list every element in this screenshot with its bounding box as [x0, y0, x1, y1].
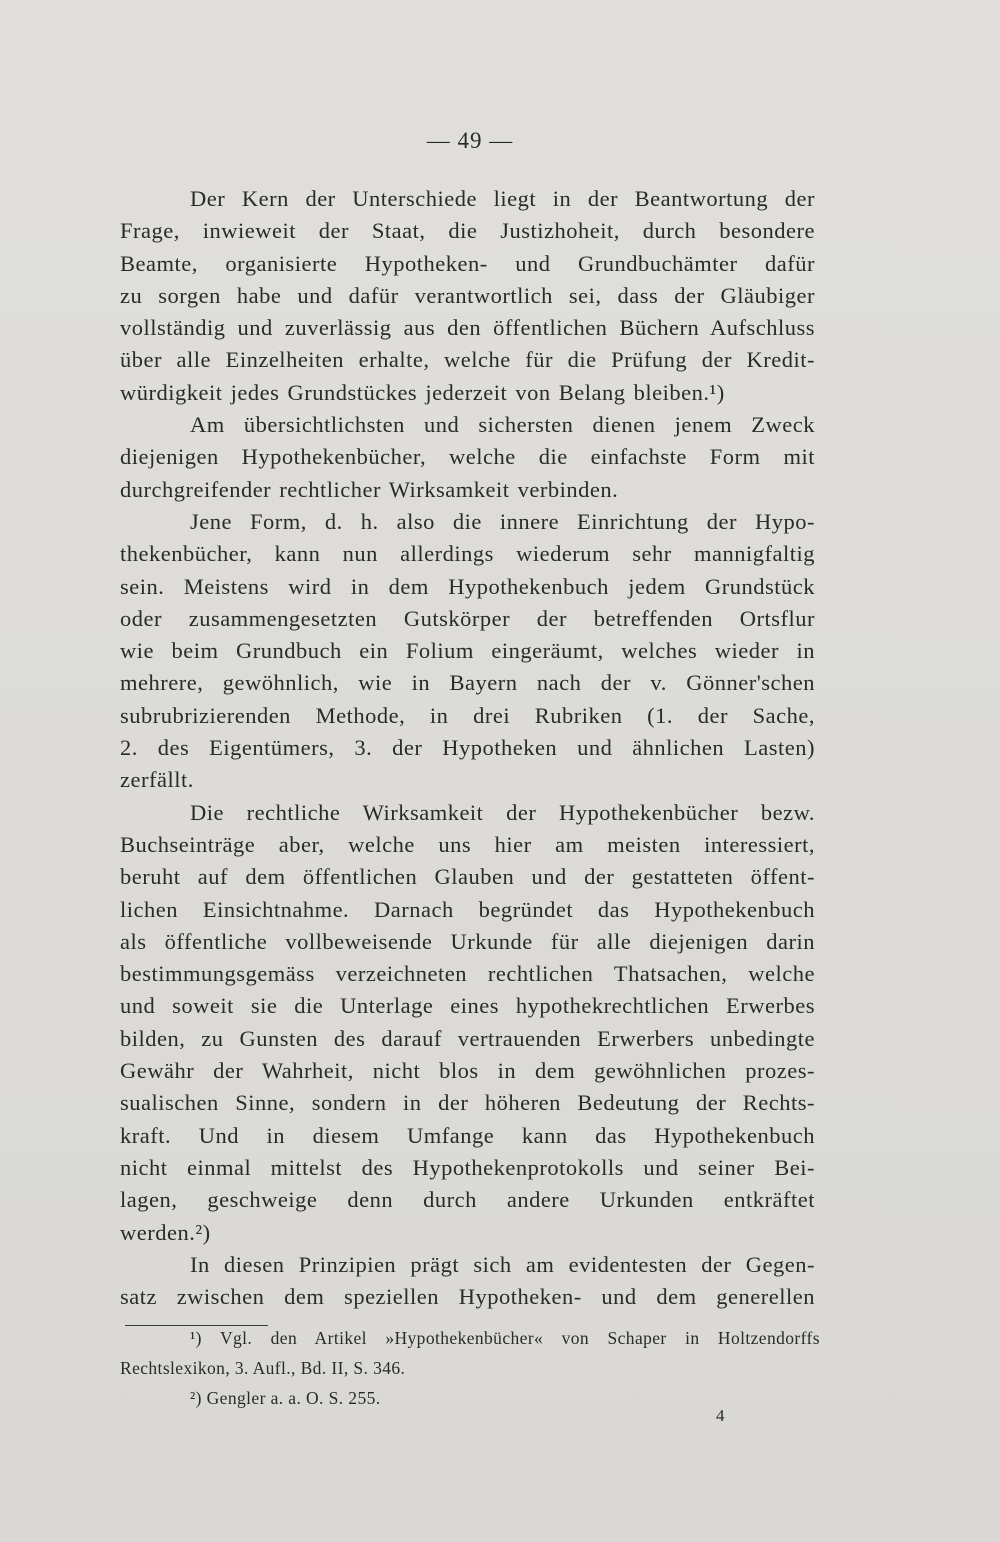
text-line: 2. des Eigentümers, 3. der Hypotheken und ähnlichen Lasten): [120, 735, 815, 761]
text-line: vollständig und zuverlässig aus den öffentlichen Büchern Aufschluss: [120, 315, 815, 341]
text-line: oder zusammengesetzten Gutskörper der betreffenden Ortsflur: [120, 605, 815, 631]
text-line: als öffentliche vollbeweisende Urkunde für alle diejenigen darin: [120, 928, 815, 954]
text-line: würdigkeit jedes Grundstückes jederzeit von Belang bleiben.¹): [120, 379, 725, 405]
paragraph: [120, 506, 815, 797]
paragraph: [120, 183, 815, 409]
footnote-line: Rechtslexikon, 3. Aufl., Bd. II, S. 346.: [120, 1358, 406, 1378]
text-line: bilden, zu Gunsten des darauf vertrauenden Erwerbers unbedingte: [120, 1025, 815, 1051]
paragraph: [120, 1249, 815, 1314]
text-line: wie beim Grundbuch ein Folium eingeräumt, welches wieder in: [120, 638, 815, 664]
text-line: zu sorgen habe und dafür verantwortlich sei, dass der Gläubiger: [120, 282, 815, 308]
text-line: subrubrizierenden Methode, in drei Rubriken (1. der Sache,: [120, 702, 815, 728]
text-line: diejenigen Hypothekenbücher, welche die einfachste Form mit: [120, 444, 815, 470]
text-line: Buchseinträge aber, welche uns hier am meisten interessiert,: [120, 831, 815, 857]
text-line: sualischen Sinne, sondern in der höheren Bedeutung der Rechts-: [120, 1090, 815, 1116]
footnote-line: ²) Gengler a. a. O. S. 255.: [190, 1388, 381, 1408]
text-line: Jene Form, d. h. also die innere Einrichtung der Hypo-: [190, 508, 815, 534]
text-line: satz zwischen dem speziellen Hypotheken- und dem generellen: [120, 1284, 815, 1310]
text-line: und soweit sie die Unterlage eines hypothekrechtlichen Erwerbes: [120, 993, 815, 1019]
text-line: Beamte, organisierte Hypotheken- und Grundbuchämter dafür: [120, 250, 815, 276]
text-line: beruht auf dem öffentlichen Glauben und der gestatteten öffent-: [120, 864, 815, 890]
text-line: sein. Meistens wird in dem Hypothekenbuch jedem Grundstück: [120, 573, 815, 599]
text-line: mehrere, gewöhnlich, wie in Bayern nach der v. Gönner'schen: [120, 670, 815, 696]
text-line: Frage, inwieweit der Staat, die Justizhoheit, durch besondere: [120, 218, 815, 244]
main-text: [120, 183, 815, 1313]
text-line: lagen, geschweige denn durch andere Urkunden entkräftet: [120, 1187, 815, 1213]
text-line: In diesen Prinzipien prägt sich am evidentesten der Gegen-: [190, 1251, 815, 1277]
paragraph: [120, 409, 815, 506]
text-line: Am übersichtlichsten und sichersten dienen jenem Zweck: [190, 412, 815, 438]
text-line: Die rechtliche Wirksamkeit der Hypothekenbücher bezw.: [190, 799, 815, 825]
text-line: lichen Einsichtnahme. Darnach begründet das Hypothekenbuch: [120, 896, 815, 922]
text-line: zerfällt.: [120, 767, 194, 793]
footnotes: [120, 1323, 820, 1413]
text-line: durchgreifender rechtlicher Wirksamkeit verbinden.: [120, 476, 619, 502]
paragraph: [120, 797, 815, 1249]
text-line: Gewähr der Wahrheit, nicht blos in dem gewöhnlichen prozes-: [120, 1058, 815, 1084]
text-line: über alle Einzelheiten erhalte, welche für die Prüfung der Kredit-: [120, 347, 815, 373]
text-line: thekenbücher, kann nun allerdings wiederum sehr mannigfaltig: [120, 541, 815, 567]
text-line: Der Kern der Unterschiede liegt in der Beantwortung der: [190, 186, 815, 211]
text-line: kraft. Und in diesem Umfange kann das Hypothekenbuch: [120, 1122, 815, 1148]
text-line: werden.²): [120, 1219, 211, 1245]
footnote-line: ¹) Vgl. den Artikel »Hypothekenbücher« von Schaper in Holtzendorffs: [190, 1328, 820, 1348]
text-line: nicht einmal mittelst des Hypothekenprotokolls und seiner Bei-: [120, 1154, 815, 1180]
signature-mark: 4: [716, 1406, 725, 1425]
text-line: bestimmungsgemäss verzeichneten rechtlichen Thatsachen, welche: [120, 961, 815, 987]
page-number: — 49 —: [426, 128, 514, 153]
